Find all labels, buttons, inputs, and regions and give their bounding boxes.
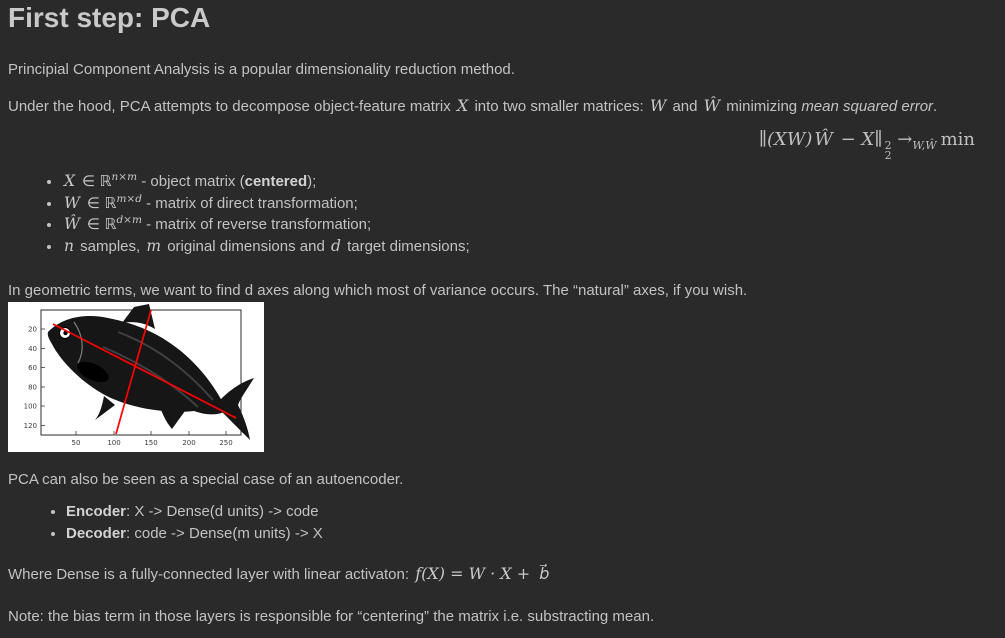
- text-segment: - matrix of reverse transformation;: [141, 216, 372, 233]
- y-tick-label: 60: [28, 364, 37, 372]
- text-segment: and: [668, 98, 702, 115]
- text-segment: .: [933, 98, 938, 115]
- math-var-m: m: [146, 236, 162, 255]
- dims-superscript: n×m: [111, 171, 138, 183]
- text-segment: - object matrix (: [137, 173, 245, 190]
- math-var-d: d: [330, 236, 341, 255]
- dims-superscript: d×m: [116, 214, 142, 226]
- real-set-symbol: ℝ: [104, 215, 117, 233]
- x-tick-label: 100: [107, 439, 121, 447]
- text-segment: );: [307, 173, 317, 190]
- dims-superscript: m×d: [116, 192, 142, 205]
- list-item-encoder: [66, 501, 323, 523]
- fish-pca-figure: [8, 302, 264, 452]
- y-tick-label: 20: [28, 325, 37, 334]
- formula-sub: 2: [884, 149, 892, 162]
- formula-norm-open: ∥(XW): [758, 129, 813, 150]
- page-title: First step: PCA: [8, 2, 211, 33]
- encoder-decoder-list: [48, 501, 323, 544]
- math-var-w: W: [649, 96, 667, 115]
- y-tick-label: 80: [28, 383, 37, 392]
- arrow-subscript: W,Ŵ: [912, 139, 937, 152]
- text-segment: Under the hood, PCA attempts to decompose object-feature matrix: [8, 98, 455, 115]
- list-item-dimensions: [62, 236, 470, 258]
- intro-paragraph: Principial Component Analysis is a popular dimensionality reduction method.: [8, 61, 515, 78]
- formula-min: min: [940, 129, 975, 150]
- dense-paragraph: [8, 564, 551, 583]
- math-var-what: Ŵ: [703, 96, 721, 115]
- note-paragraph: Note: the bias term in those layers is responsible for “centering” the matrix i.e. substracting mean.: [8, 608, 655, 625]
- element-of-symbol: ∈: [81, 193, 105, 212]
- real-set-symbol: ℝ: [99, 172, 112, 190]
- formula-sup: 2: [884, 139, 892, 152]
- text-segment: original dimensions and: [163, 237, 329, 255]
- text-segment: Where Dense is a fully-connected layer with linear activaton:: [8, 566, 414, 583]
- x-tick-label: 50: [71, 439, 81, 447]
- formula-norm-close: − X∥: [834, 129, 883, 150]
- list-item-decoder: [66, 523, 323, 545]
- x-tick-label: 200: [182, 439, 196, 447]
- list-item-w-matrix: [62, 193, 470, 215]
- autoencoder-paragraph: PCA can also be seen as a special case of an autoencoder.: [8, 471, 404, 488]
- formula-what: Ŵ: [814, 129, 833, 150]
- math-linear-function: f(X) = W · X +: [415, 564, 536, 583]
- geometric-paragraph: In geometric terms, we want to find d axes along which most of variance occurs. The “natural” axes, if you wish.: [8, 282, 748, 299]
- real-set-symbol: ℝ: [104, 193, 117, 212]
- mse-formula: [758, 129, 975, 161]
- encoder-bold: Encoder: [66, 503, 127, 520]
- x-tick-label: 250: [219, 439, 233, 447]
- list-item-x-matrix: [62, 171, 470, 193]
- math-var-n: n: [64, 236, 74, 255]
- mse-emphasis: mean squared error: [801, 98, 934, 115]
- y-tick-label: 100: [23, 402, 37, 411]
- math-var: X: [64, 172, 76, 190]
- centered-bold: centered: [244, 173, 308, 190]
- math-var: W: [64, 193, 80, 212]
- matrix-definitions-list: [44, 171, 470, 257]
- y-tick-label: 120: [23, 422, 37, 430]
- x-tick-label: 150: [144, 439, 158, 447]
- fish-plot-svg: [8, 302, 264, 452]
- math-var: Ŵ: [64, 215, 80, 233]
- y-tick-label: 40: [28, 345, 37, 353]
- text-segment: : code -> Dense(m units) -> X: [126, 524, 323, 542]
- text-segment: target dimensions;: [342, 237, 470, 255]
- element-of-symbol: ∈: [77, 172, 100, 190]
- text-segment: - matrix of direct transformation;: [141, 194, 358, 212]
- dense-formula: [413, 566, 551, 583]
- math-var-x: X: [456, 96, 469, 115]
- text-segment: samples,: [75, 237, 145, 255]
- element-of-symbol: ∈: [81, 215, 105, 233]
- arrow-to-min: →: [897, 129, 913, 150]
- decoder-bold: Decoder: [66, 524, 127, 542]
- text-segment: into two smaller matrices:: [470, 98, 648, 115]
- list-item-what-matrix: [62, 214, 470, 236]
- math-bias-vector: b⃗: [539, 564, 550, 583]
- text-segment: : X -> Dense(d units) -> code: [126, 503, 319, 520]
- formula-norm-exponents: [885, 141, 892, 161]
- text-segment: minimizing: [722, 98, 802, 115]
- decompose-paragraph: [8, 96, 937, 115]
